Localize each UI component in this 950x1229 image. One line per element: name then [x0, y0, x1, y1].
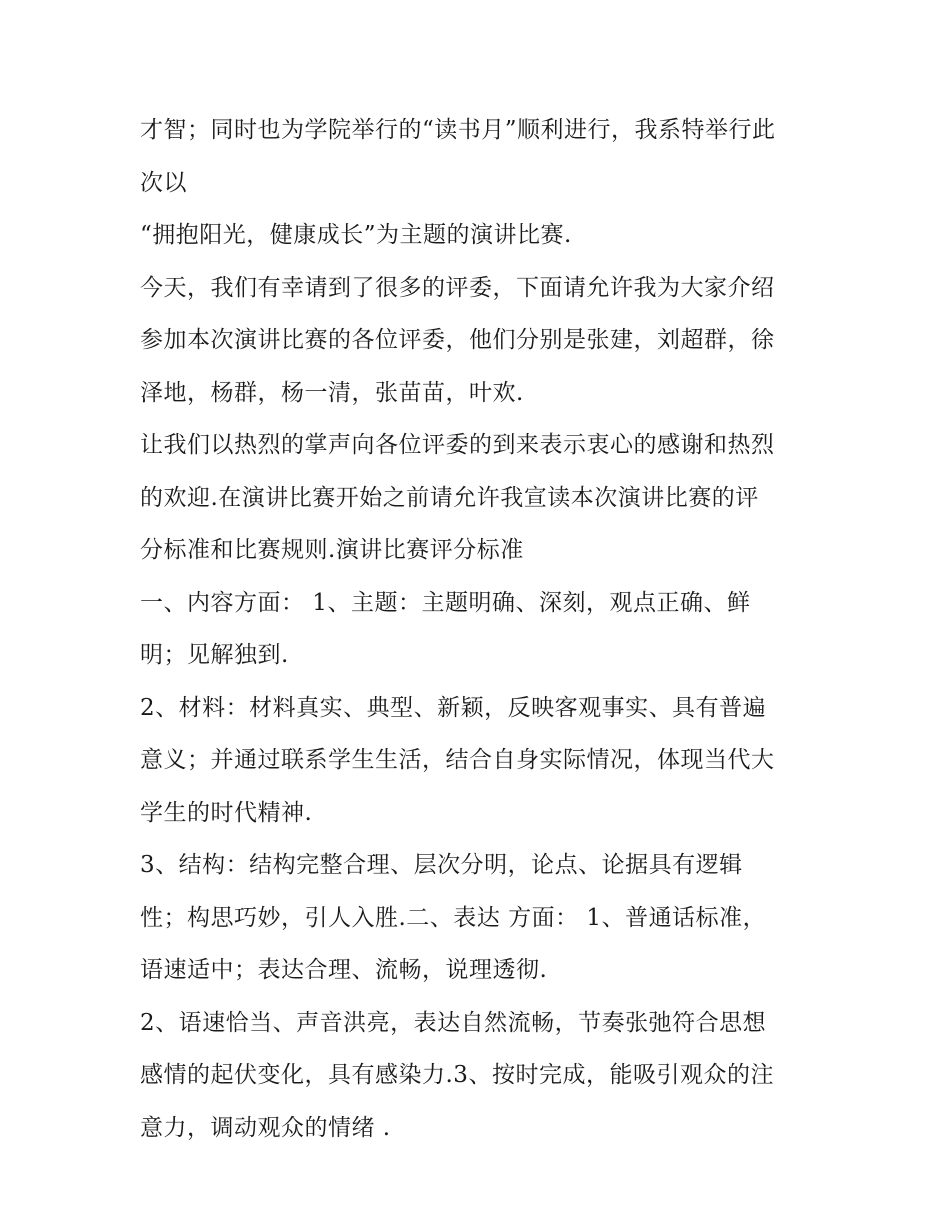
document-body [140, 104, 820, 1154]
text-line: 语速适中；表达合理、流畅，说理透彻. [140, 957, 548, 983]
text-line: 性；构思巧妙，引人入胜.二、表达 方面： 1、普通话标准， [140, 904, 767, 931]
text-line: 次以 [140, 169, 187, 196]
text-line: 3、结构：结构完整合理、层次分明，论点、论据具有逻辑 [140, 852, 743, 878]
text-line: 的欢迎.在演讲比赛开始之前请允许我宣读本次演讲比赛的评 [140, 484, 759, 511]
text-line: “拥抱阳光，健康成长”为主题的演讲比赛. [140, 222, 572, 248]
text-line: 让我们以热烈的掌声向各位评委的到来表示衷心的感谢和热烈 [140, 432, 775, 458]
text-line: 意义；并通过联系学生生活，结合自身实际情况，体现当代大 [140, 747, 775, 773]
text-line: 泽地，杨群，杨一清，张苗苗，叶欢. [140, 379, 524, 406]
text-line: 明；见解独到. [140, 642, 289, 668]
text-line: 学生的时代精神. [140, 799, 313, 826]
text-line: 今天，我们有幸请到了很多的评委，下面请允许我为大家介绍 [140, 274, 775, 301]
text-line: 才智；同时也为学院举行的“读书月”顺利进行，我系特举行此 [140, 117, 776, 143]
text-line: 一、内容方面： 1、主题：主题明确、深刻，观点正确、鲜 [140, 589, 751, 616]
text-line: 感情的起伏变化，具有感染力.3、按时完成，能吸引观众的注 [140, 1062, 774, 1088]
text-line: 参加本次演讲比赛的各位评委，他们分别是张建，刘超群，徐 [140, 327, 775, 353]
text-line: 分标准和比赛规则.演讲比赛评分标准 [140, 537, 524, 563]
text-line: 2、材料：材料真实、典型、新颖，反映客观事实、具有普遍 [140, 694, 767, 721]
text-line: 意力，调动观众的情绪 . [140, 1114, 391, 1141]
text-line: 2、语速恰当、声音洪亮，表达自然流畅，节奏张弛符合思想 [140, 1009, 767, 1036]
